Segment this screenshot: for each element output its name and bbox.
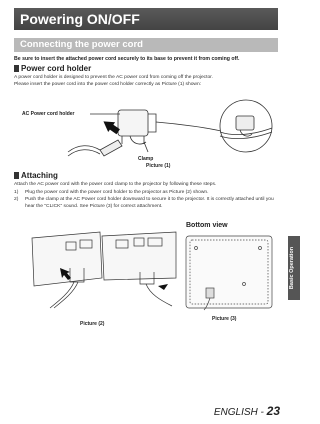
holder-text-1: A power cord holder is designed to prevent the AC power cord from coming off the projector. <box>14 75 213 80</box>
step-text: Plug the power cord with the power cord holder to the projector as Picture (2) shown. <box>25 190 209 195</box>
ac-power-cord-holder-label: AC Power cord holder <box>22 111 75 117</box>
bottom-view-label: Bottom view <box>186 222 228 229</box>
picture-2-caption: Picture (2) <box>80 321 105 327</box>
page-footer <box>214 404 280 418</box>
warning-text: Be sure to insert the attached power cord securely to its base to prevent it from coming off. <box>14 56 240 62</box>
side-tab-label: Basic Operation <box>289 246 295 290</box>
section-heading: Connecting the power cord <box>14 38 278 52</box>
step-text: Push the clamp at the AC Power cord holder downward to secure it to the projector. It is correctly attached until you hear the "CLICK" sound. See Picture (3) for correct attachment. <box>25 197 274 209</box>
page-number: 23 <box>266 404 280 418</box>
footer-language: ENGLISH - <box>213 407 267 418</box>
step-number: 2) <box>14 197 19 202</box>
picture-3-illustration <box>184 234 276 312</box>
picture-1-illustration <box>60 92 280 160</box>
attaching-heading: Attaching <box>14 171 58 181</box>
attaching-text: Attach the AC power cord with the power cord clamp to the projector by following these steps. <box>14 182 217 187</box>
side-tab <box>288 236 300 300</box>
power-cord-holder-heading: Power cord holder <box>14 64 91 74</box>
step-number: 1) <box>14 190 19 195</box>
holder-text-2: Please insert the power cord into the power cord holder correctly as Picture (1) shown: <box>14 81 202 87</box>
page-title: Powering ON/OFF <box>14 8 278 30</box>
picture-1-caption: Picture (1) <box>146 163 171 169</box>
arrow-icon <box>158 284 168 290</box>
picture-2-illustration <box>30 228 180 314</box>
picture-3-caption: Picture (3) <box>212 316 237 322</box>
clamp-label: Clamp <box>138 156 154 162</box>
square-bullet-icon <box>14 172 19 179</box>
square-bullet-icon <box>14 65 19 72</box>
